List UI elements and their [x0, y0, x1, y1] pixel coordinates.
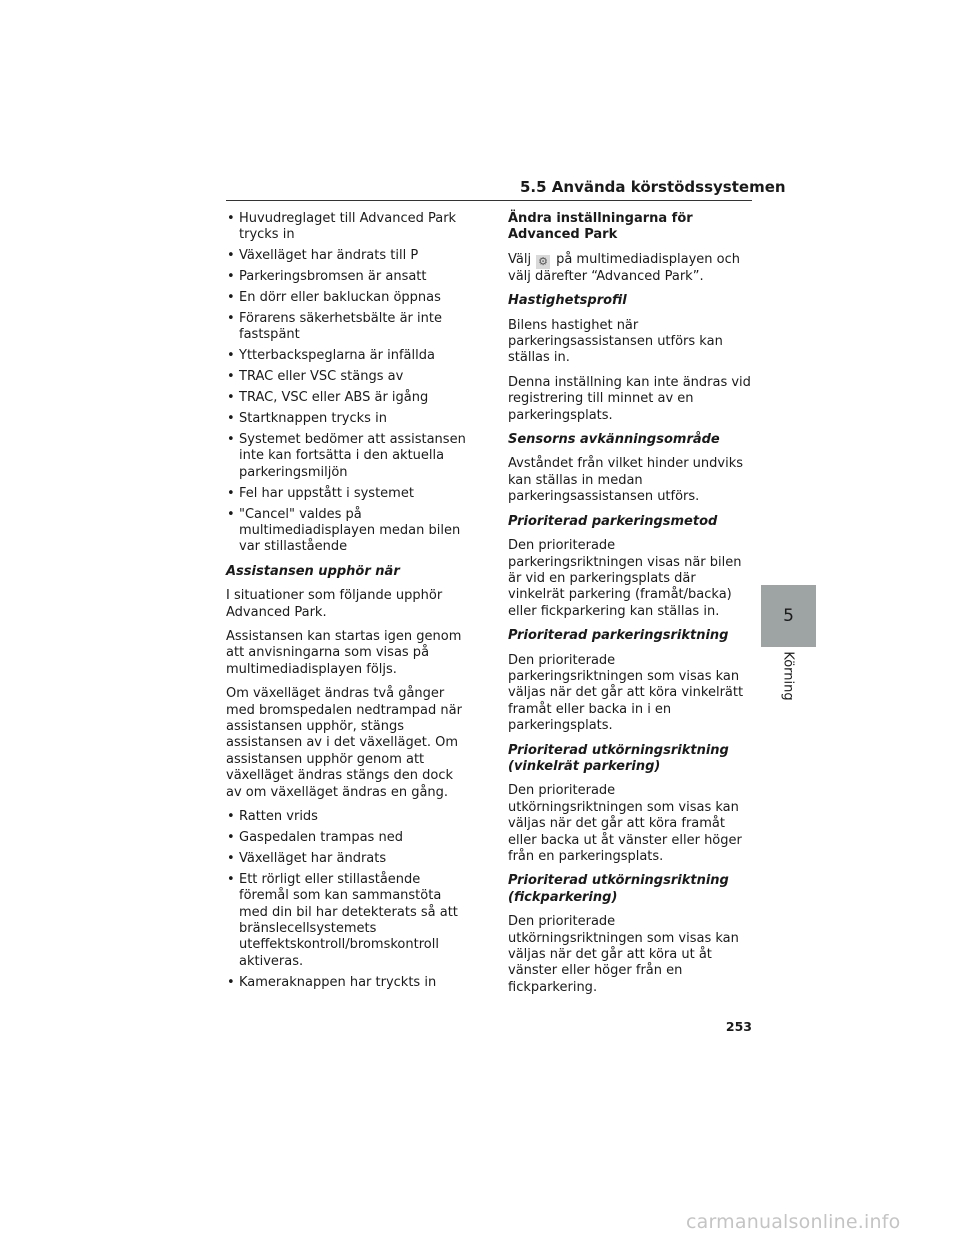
- paragraph: I situationer som följande upphör Advanced Park.: [226, 588, 443, 620]
- list-item: • Kameraknappen har tryckts in: [226, 975, 466, 991]
- settings-section-title: Ändra inställningarna för Advanced Park: [508, 211, 693, 243]
- list-item: • Förarens säkerhetsbälte är inte fastspänt: [226, 311, 466, 344]
- setting-description: Avståndet från vilket hinder undviks kan ställas in medan parkeringsassistansen utförs.: [508, 456, 744, 505]
- list-item: • Fel har uppstått i systemet: [226, 486, 466, 502]
- paragraph: Om växelläget ändras två gånger med bromspedalen nedtrampad när assistansen upphör, stängs assistansen av i det växelläget. Om assistansen upphör genom att växelläget ändras stängs den dock av om växelläget ändras en gång.: [226, 686, 462, 800]
- chapter-tab-label: Körning: [780, 651, 796, 701]
- setting-heading: Prioriterad utkörningsriktning (vinkelrät parkering): [508, 742, 729, 774]
- subheading-assistance-ends: Assistansen upphör när: [226, 563, 400, 579]
- intro-suffix: på multimediadisplayen och välj därefter “Advanced Park”.: [508, 251, 741, 284]
- intro-prefix: Välj: [508, 251, 532, 267]
- list-item: • TRAC, VSC eller ABS är igång: [226, 390, 466, 406]
- setting-heading: Prioriterad parkeringsriktning: [508, 628, 729, 644]
- list-item: • Växelläget har ändrats: [226, 851, 466, 867]
- list-item: • Systemet bedömer att assistansen inte kan fortsätta i den aktuella parkeringsmiljön: [226, 432, 466, 481]
- list-item: • Parkeringsbromsen är ansatt: [226, 269, 466, 285]
- list-item: • Ytterbackspeglarna är infällda: [226, 348, 466, 364]
- chapter-tab: 5: [761, 585, 816, 647]
- setting-description: Den prioriterade utkörningsriktningen som visas kan väljas när det går att köra framåt eller backa ut åt vänster eller höger från en parkeringsplats.: [508, 783, 742, 864]
- list-item: • Ratten vrids: [226, 809, 466, 825]
- setting-description: Den prioriterade parkeringsriktningen som visas kan väljas när det går att köra vinkelrätt framåt eller backa in i en parkeringsplats.: [508, 652, 744, 734]
- list-item: • Ett rörligt eller stillastående föremål som kan sammanstöta med din bil har detekterats så att bränslecellsystemets uteffektskontroll/bromskontroll aktiveras.: [226, 872, 466, 970]
- list-item: • Gaspedalen trampas ned: [226, 830, 466, 846]
- list-item: • Startknappen trycks in: [226, 411, 466, 427]
- end-conditions-list: [226, 809, 466, 991]
- setting-description: Den prioriterade utkörningsriktningen som visas kan väljas när det går att köra ut åt vänster eller höger från en fickparkering.: [508, 914, 739, 995]
- list-item: • En dörr eller bakluckan öppnas: [226, 290, 466, 306]
- setting-description: Bilens hastighet när parkeringsassistansen utförs kan ställas in.: [508, 317, 723, 366]
- setting-description: Den prioriterade parkeringsriktningen visas när bilen är vid en parkeringsplats där vinkelrät parkering (framåt/backa) eller fickparkering kan ställas in.: [508, 538, 742, 619]
- setting-heading: Hastighetsprofil: [508, 293, 627, 309]
- list-item: • "Cancel" valdes på multimediadisplayen medan bilen var stillastående: [226, 507, 466, 556]
- watermark: carmanualsonline.info: [686, 1211, 901, 1233]
- list-item: • Huvudreglaget till Advanced Park trycks in: [226, 211, 466, 244]
- gear-icon: ⚙: [536, 255, 550, 269]
- settings-intro: [508, 252, 752, 285]
- setting-description: Denna inställning kan inte ändras vid registrering till minnet av en parkeringsplats.: [508, 374, 751, 423]
- paragraph: Assistansen kan startas igen genom att anvisningarna som visas på multimediadisplayen följs.: [226, 629, 462, 677]
- setting-heading: Prioriterad parkeringsmetod: [508, 513, 718, 529]
- list-item: • TRAC eller VSC stängs av: [226, 369, 466, 385]
- page-number: 253: [725, 1019, 752, 1034]
- list-item: • Växelläget har ändrats till P: [226, 248, 466, 264]
- setting-heading: Sensorns avkänningsområde: [508, 432, 720, 448]
- header-divider: [226, 200, 752, 201]
- setting-heading: Prioriterad utkörningsriktning (fickparkering): [508, 873, 729, 905]
- right-column: [508, 211, 752, 1004]
- left-paragraphs: [226, 588, 466, 801]
- stop-conditions-list: [226, 211, 466, 556]
- section-header-title: 5.5 Använda körstödssystemen: [520, 178, 786, 196]
- settings-items: [508, 293, 752, 996]
- left-column: [226, 211, 466, 999]
